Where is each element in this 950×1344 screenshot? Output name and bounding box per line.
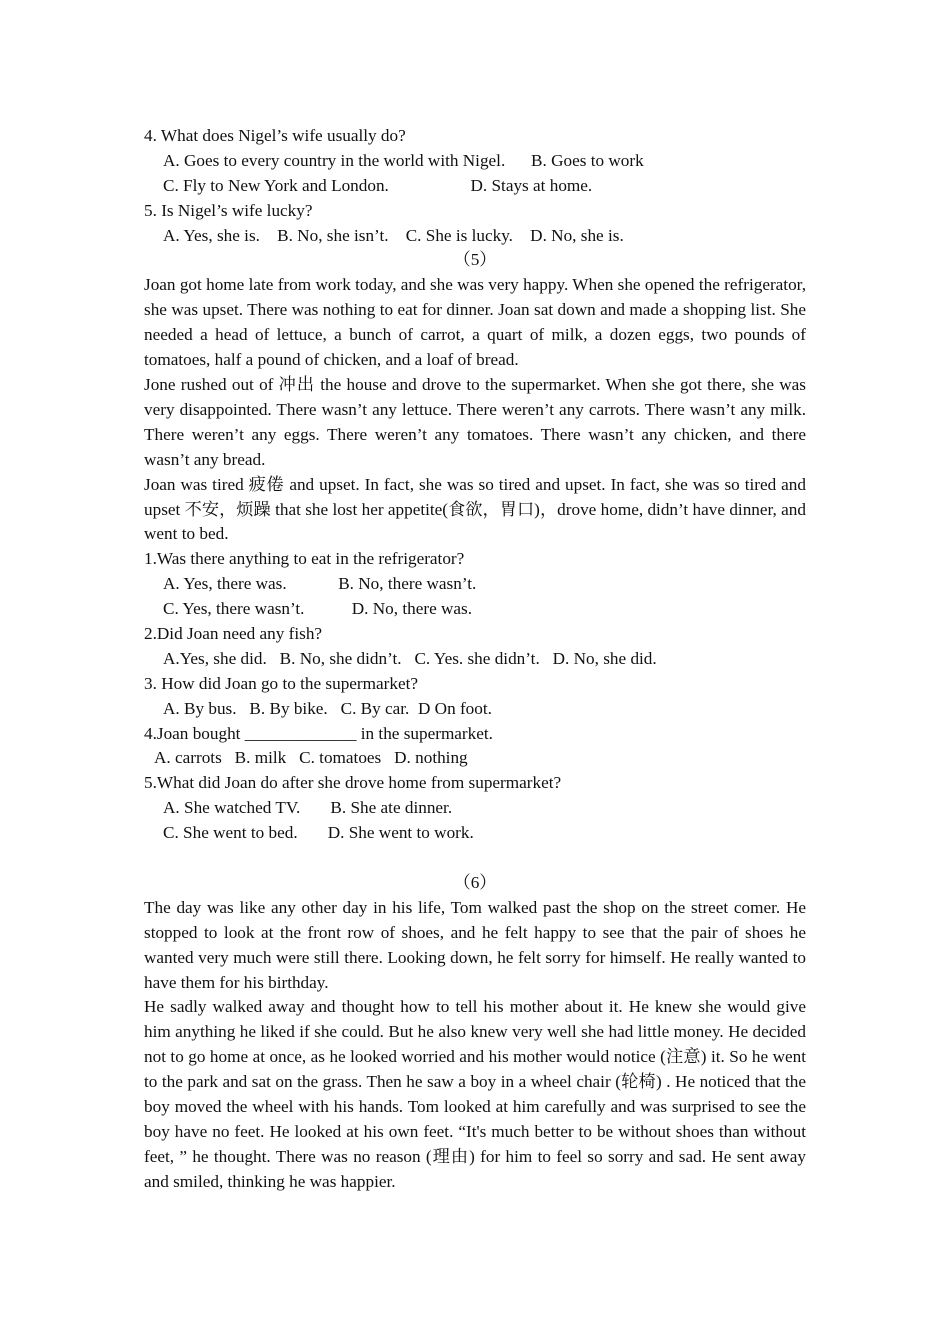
passage-paragraph: The day was like any other day in his life, Tom walked past the shop on the street comer. He stopped to look at the front row of shoes, and he felt happy to see that the pair of shoes he wanted very much were still there. Looking down, he felt sorry for himself. He really wanted to have them for his birthday. xyxy=(144,897,806,992)
question-text: 5.What did Joan do after she drove home from supermarket? xyxy=(144,773,562,793)
question-options: A. By bus. B. By bike. C. By car. D On foot. xyxy=(163,698,492,718)
question-text: 3. How did Joan go to the supermarket? xyxy=(144,673,418,693)
question-options: A. Yes, she is. B. No, she isn’t. C. She is lucky. D. No, she is. xyxy=(163,225,624,245)
question-options: A. Goes to every country in the world with Nigel. B. Goes to work xyxy=(163,150,644,170)
question-text: 5. Is Nigel’s wife lucky? xyxy=(144,200,313,220)
spacer xyxy=(144,846,806,871)
passage-paragraph: He sadly walked away and thought how to tell his mother about it. He knew she would give him anything he liked if she could. But he also knew very well she had little money. He decided not to go home at once, as he looked worried and his mother would notice (注意) it. So he went to the park and sat on the grass. Then he saw a boy in a wheel chair (轮椅) . He noticed that the boy moved the wheel with his hands. Tom looked at him carefully and was surprised to see the boy have no feet. He looked at his own feet. “It's much better to be without shoes than without feet, ” he thought. There was no reason (理由) for him to feel so sorry and sad. He sent away and smiled, thinking he was happier. xyxy=(144,997,806,1191)
question-options: C. Fly to New York and London. D. Stays at home. xyxy=(163,175,593,195)
passage-paragraph: Joan was tired 疲倦 and upset. In fact, she was so tired and upset. In fact, she was so tired and upset 不安，烦躁 that she lost her appetite(食欲，胃口)，drove home, didn’t have dinner, and went to bed. xyxy=(144,474,806,544)
question-options: A. She watched TV. B. She ate dinner. xyxy=(163,798,453,818)
question-options: C. Yes, there wasn’t. D. No, there was. xyxy=(163,599,473,619)
question-options: A.Yes, she did. B. No, she didn’t. C. Yes. she didn’t. D. No, she did. xyxy=(163,648,657,668)
document-page xyxy=(144,124,806,1195)
passage-paragraph: Joan got home late from work today, and she was very happy. When she opened the refrigerator, she was upset. There was nothing to eat for dinner. Joan sat down and made a shopping list. She needed a head of lettuce, a bunch of carrot, a quart of milk, a dozen eggs, two pounds of tomatoes, half a pound of chicken, and a loaf of bread. xyxy=(144,275,806,370)
question-text: 1.Was there anything to eat in the refrigerator? xyxy=(144,549,465,569)
passage-paragraph: Jone rushed out of 冲出 the house and drove to the supermarket. When she got there, she was very disappointed. There wasn’t any lettuce. There weren’t any carrots. There wasn’t any milk. There weren’t any eggs. There weren’t any tomatoes. There wasn’t any chicken, and there wasn’t any bread. xyxy=(144,374,806,469)
question-text: 2.Did Joan need any fish? xyxy=(144,623,323,643)
question-options: A. carrots B. milk C. tomatoes D. nothing xyxy=(154,748,468,768)
section-heading-5: （5） xyxy=(453,250,497,270)
question-options: A. Yes, there was. B. No, there wasn’t. xyxy=(163,574,477,594)
section-heading-6: （6） xyxy=(453,872,497,892)
question-text: 4. What does Nigel’s wife usually do? xyxy=(144,126,406,145)
question-text: 4.Joan bought _____________ in the supermarket. xyxy=(144,723,493,743)
question-options: C. She went to bed. D. She went to work. xyxy=(163,823,474,843)
